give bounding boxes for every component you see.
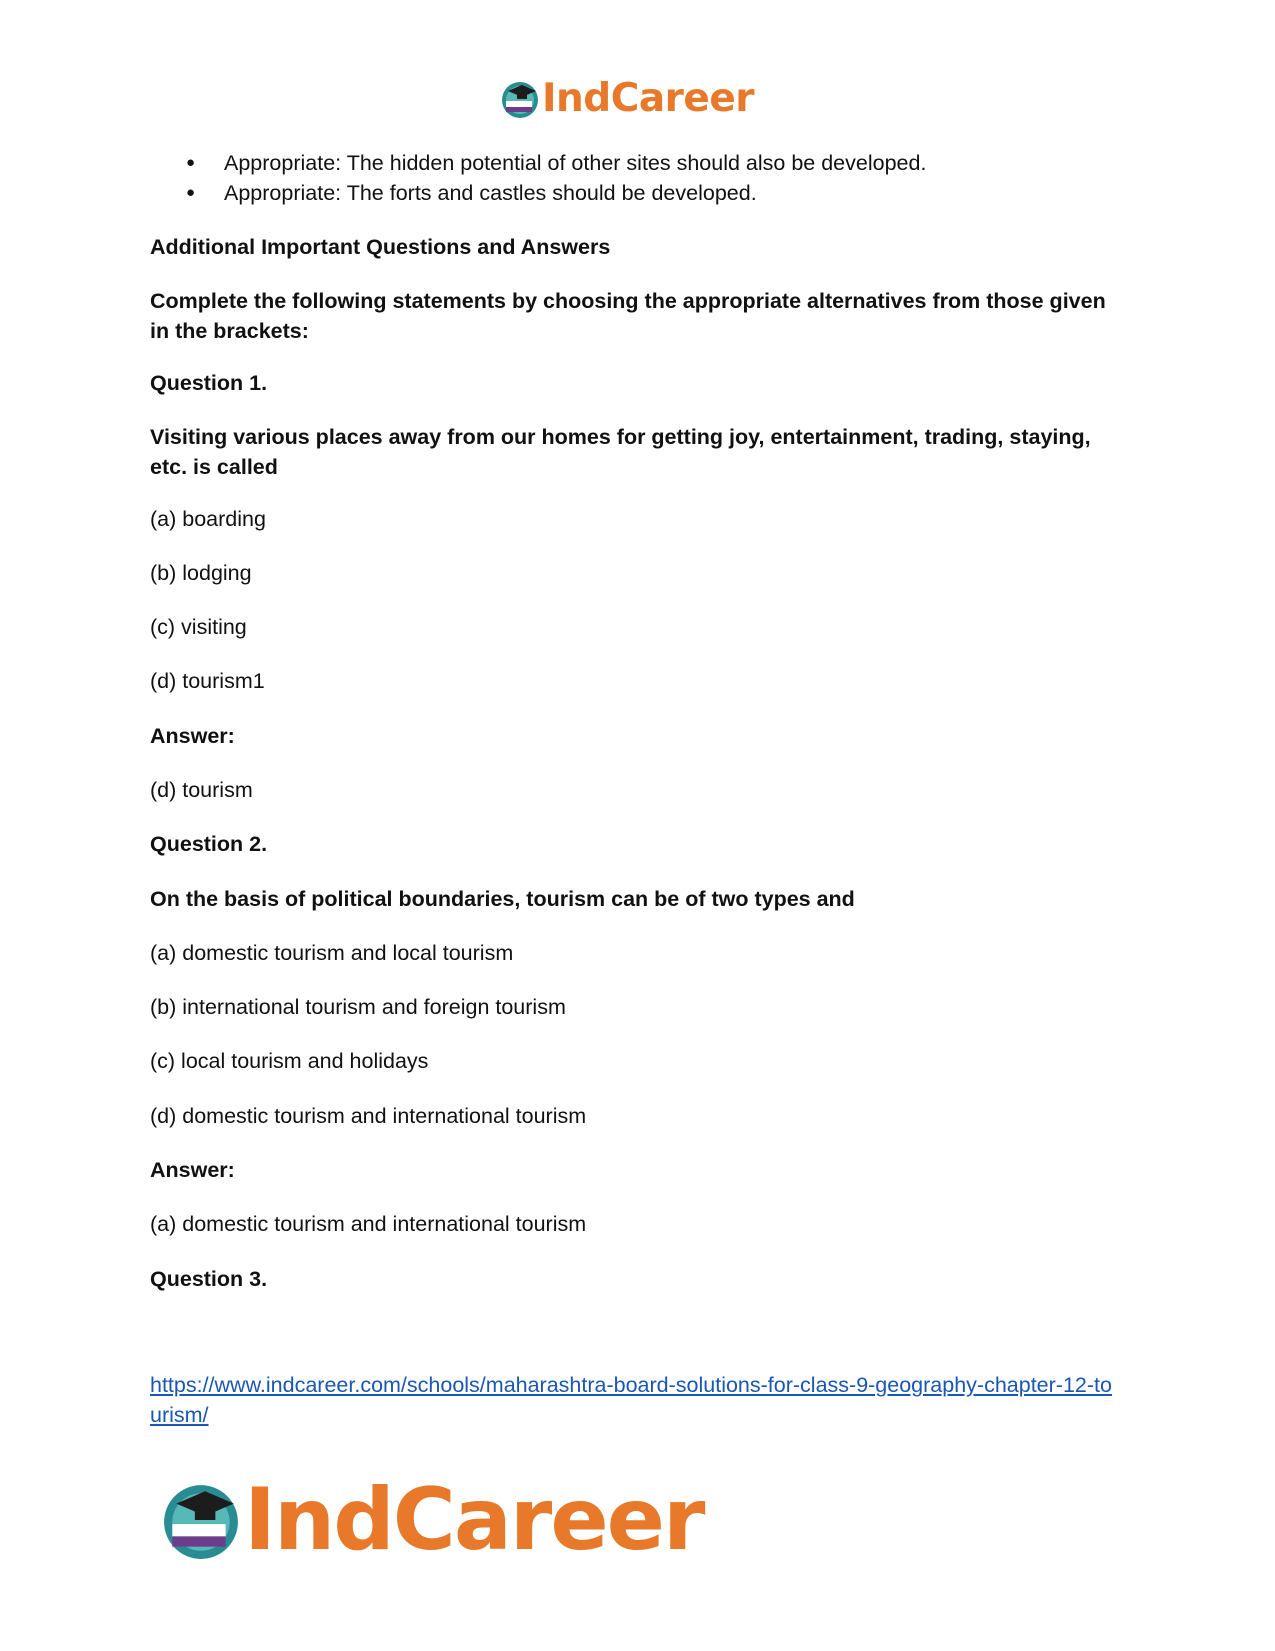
question-1-label: Question 1. <box>150 371 268 395</box>
q1-answer: (d) tourism <box>150 778 253 802</box>
q2-answer: (a) domestic tourism and international tourism <box>150 1212 587 1236</box>
q1-option-a: (a) boarding <box>150 507 266 531</box>
logo-wordmark: IndCareer <box>244 1470 704 1570</box>
logo-wordmark: IndCareer <box>542 76 754 121</box>
q2-option-d: (d) domestic tourism and international tourism <box>150 1104 587 1128</box>
q1-option-c: (c) visiting <box>150 615 247 639</box>
section-heading: Additional Important Questions and Answers <box>150 235 611 259</box>
footer-link[interactable]: https://www.indcareer.com/schools/maharashtra-board-solutions-for-class-9-geography-chapter-12-tourism/ <box>150 1373 1112 1427</box>
q1-option-b: (b) lodging <box>150 561 252 585</box>
list-item: ● Appropriate: The forts and castles should be developed. <box>186 178 926 208</box>
question-3-label: Question 3. <box>150 1267 268 1291</box>
question-1-text: Visiting various places away from our homes for getting joy, entertainment, trading, staying, etc. is called <box>150 425 1091 479</box>
q1-answer-label: Answer: <box>150 724 235 748</box>
q2-option-a: (a) domestic tourism and local tourism <box>150 941 514 965</box>
question-2-label: Question 2. <box>150 832 268 856</box>
footer-link-wrap <box>150 1370 1120 1430</box>
q1-option-d: (d) tourism1 <box>150 669 265 693</box>
footer-logo <box>160 1470 703 1570</box>
graduation-cap-book-globe-icon <box>500 79 540 119</box>
list-item: ● Appropriate: The hidden potential of other sites should also be developed. <box>186 148 926 178</box>
question-2-text: On the basis of political boundaries, tourism can be of two types and <box>150 887 855 911</box>
header-logo <box>500 76 754 121</box>
instruction-text: Complete the following statements by choosing the appropriate alternatives from those given in the brackets: <box>150 289 1106 343</box>
q2-answer-label: Answer: <box>150 1158 235 1182</box>
q2-option-c: (c) local tourism and holidays <box>150 1049 429 1073</box>
graduation-cap-book-globe-icon <box>160 1479 242 1561</box>
q2-option-b: (b) international tourism and foreign tourism <box>150 995 566 1019</box>
appropriate-list <box>186 148 926 208</box>
